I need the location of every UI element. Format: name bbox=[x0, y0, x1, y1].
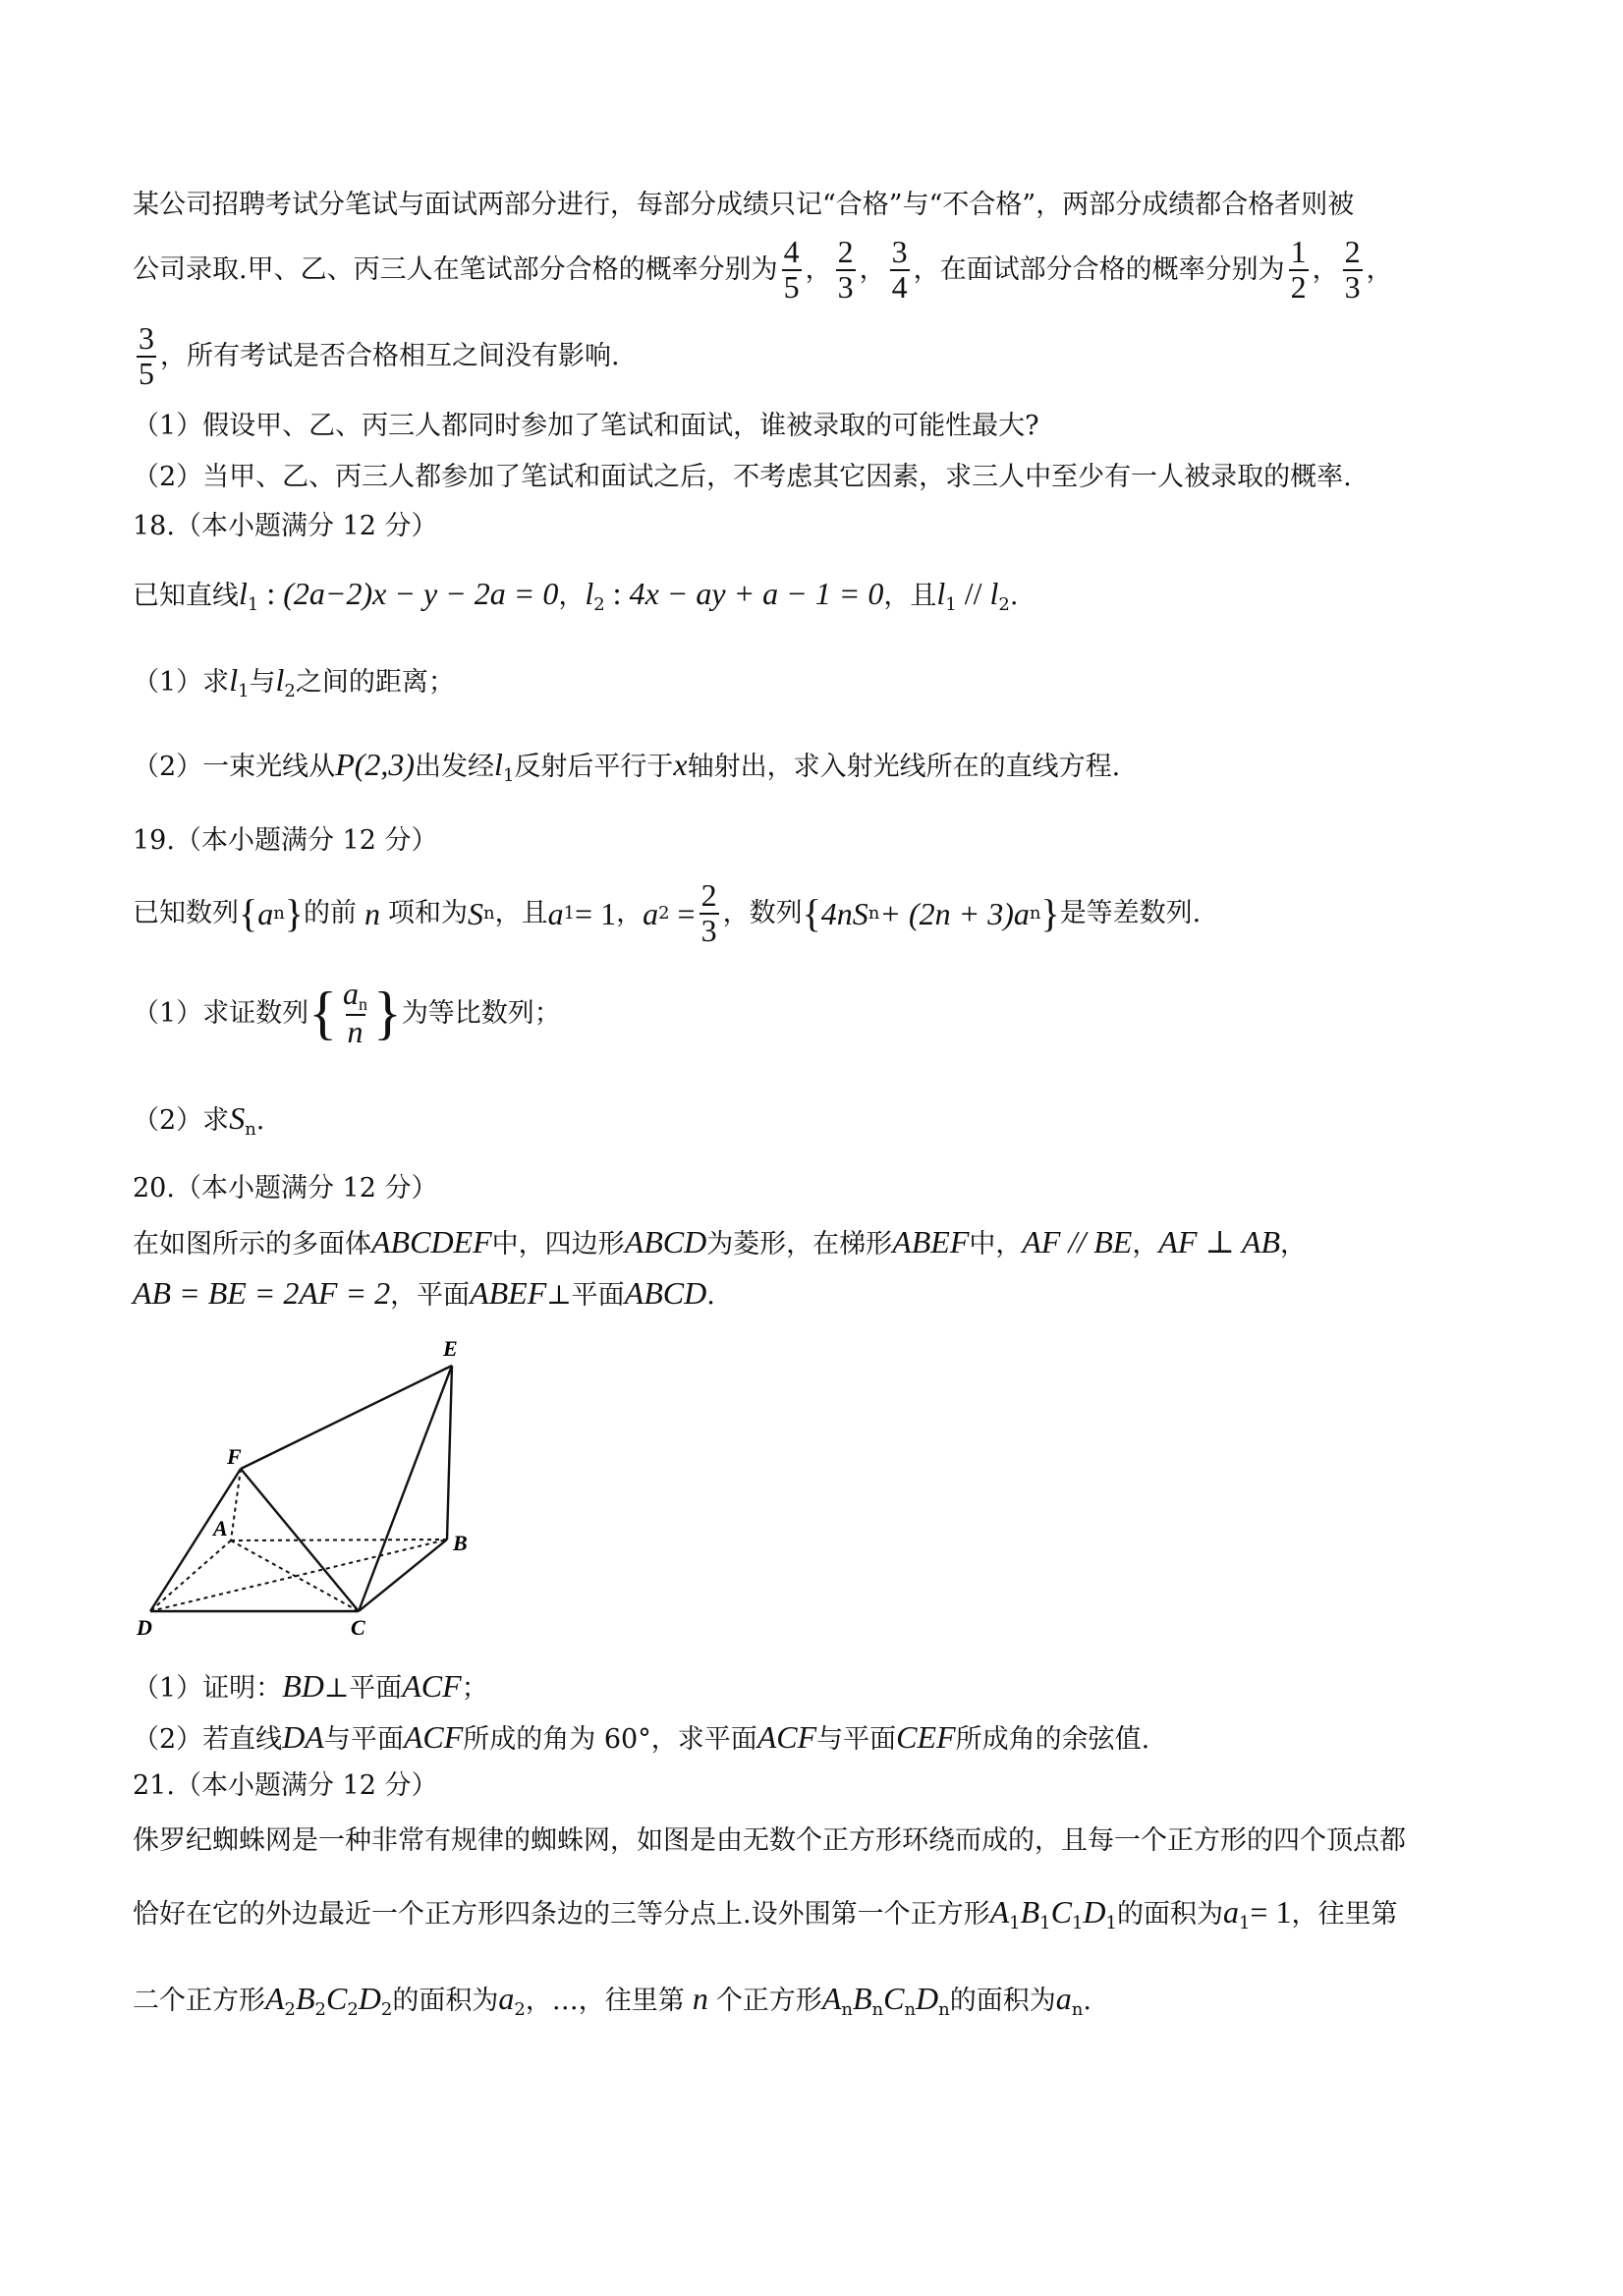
edge-EB bbox=[447, 1366, 452, 1540]
prob-fraction: $\frac{4}{5}$ bbox=[783, 234, 800, 305]
prob-fraction: $\frac{2}{3}$ bbox=[837, 234, 854, 305]
q19-part2: （2）求$S_n$. bbox=[133, 1100, 265, 1140]
q20-stem1: 在如图所示的多面体ABCDEF中，四边形ABCD为菱形，在梯形ABEF中，AF // BE，AF ⊥ AB， bbox=[133, 1224, 1308, 1260]
prob-fraction: $\frac{1}{2}$ bbox=[1290, 234, 1307, 305]
q18-stem: 已知直线$l_1$ : (2a−2)x − y − 2a = 0，$l_2$ : 4x − ay + a − 1 = 0，且$l_1 // l_2$. bbox=[133, 576, 1019, 615]
label-B: B bbox=[453, 1531, 468, 1555]
q19-stem: 已知数列 { a n } 的前 n 项和为 S n ，且 a 1 = 1 ， a 2 = $\frac{2}{3}$ ，数列 { 4nS n + (2n + 3)a n } 是等差数列. bbox=[133, 877, 1202, 948]
edge-FA bbox=[231, 1469, 241, 1540]
q17-line2: 公司录取.甲、乙、丙三人在笔试部分合格的概率分别为 $\frac{4}{5}$ ， $\frac{2}{3}$ ， $\frac{3}{4}$ ，在面试部分合格的概率分别为 $\frac{1}{2}$ ， $\frac{2}{3}$ ， bbox=[133, 234, 1393, 305]
q20-part1: （1）证明：BD⊥平面ACF； bbox=[133, 1668, 488, 1704]
q21-header: 21.（本小题满分 12 分） bbox=[133, 1770, 438, 1801]
label-E: E bbox=[443, 1336, 458, 1361]
q21-line2: 恰好在它的外边最近一个正方形四条边的三等分点上.设外围第一个正方形$A_1B_1C_1D_1$的面积为$a_1= 1$，往里第 bbox=[133, 1894, 1398, 1933]
prob-fraction: $\frac{2}{3}$ bbox=[1344, 234, 1361, 305]
q17-part2: （2）当甲、乙、丙三人都参加了笔试和面试之后，不考虑其它因素，求三人中至少有一人被录取的概率. bbox=[133, 462, 1352, 492]
label-D: D bbox=[137, 1615, 152, 1640]
q18-part1: （1）求$l_1$与$l_2$之间的距离； bbox=[133, 662, 455, 701]
q18-part2: （2）一束光线从P(2,3)出发经$l_1$反射后平行于x轴射出，求入射光线所在的直线方程. bbox=[133, 747, 1121, 786]
edge-EF bbox=[241, 1366, 452, 1469]
q18-header: 18.（本小题满分 12 分） bbox=[133, 511, 438, 541]
q20-part2: （2）若直线DA与平面ACF所成的角为 60°，求平面ACF与平面CEF所成角的余弦值. bbox=[133, 1719, 1150, 1755]
label-C: C bbox=[351, 1615, 365, 1640]
polyhedron-figure bbox=[133, 1326, 506, 1651]
q17-line1: 某公司招聘考试分笔试与面试两部分进行，每部分成绩只记“合格”与“不合格”，两部分成绩都合格者则被 bbox=[133, 190, 1355, 220]
q20-header: 20.（本小题满分 12 分） bbox=[133, 1173, 438, 1204]
edge-AC bbox=[231, 1540, 359, 1611]
q17-line3: $\frac{3}{5}$ ，所有考试是否合格相互之间没有影响. bbox=[139, 320, 620, 391]
q19-header: 19.（本小题满分 12 分） bbox=[133, 825, 438, 856]
q17-part1: （1）假设甲、乙、丙三人都同时参加了笔试和面试，谁被录取的可能性最大? bbox=[133, 411, 1039, 441]
prob-fraction: $\frac{3}{5}$ bbox=[139, 320, 154, 391]
q21-line3: 二个正方形$A_2B_2C_2D_2$的面积为$a_2$，…，往里第 n 个正方形$A_nB_nC_nD_n$的面积为$a_n$. bbox=[133, 1981, 1091, 2020]
q21-line1: 侏罗纪蜘蛛网是一种非常有规律的蜘蛛网，如图是由无数个正方形环绕而成的，且每一个正方形的四个顶点都 bbox=[133, 1825, 1406, 1856]
q20-stem2: AB = BE = 2AF = 2，平面ABEF⊥平面ABCD. bbox=[133, 1275, 715, 1311]
label-F: F bbox=[227, 1444, 242, 1469]
prob-fraction: $\frac{3}{4}$ bbox=[891, 234, 908, 305]
label-A: A bbox=[213, 1516, 228, 1540]
q19-part1: （1）求证数列 { $\frac{a_n}{n}$ } 为等比数列； bbox=[133, 976, 561, 1049]
